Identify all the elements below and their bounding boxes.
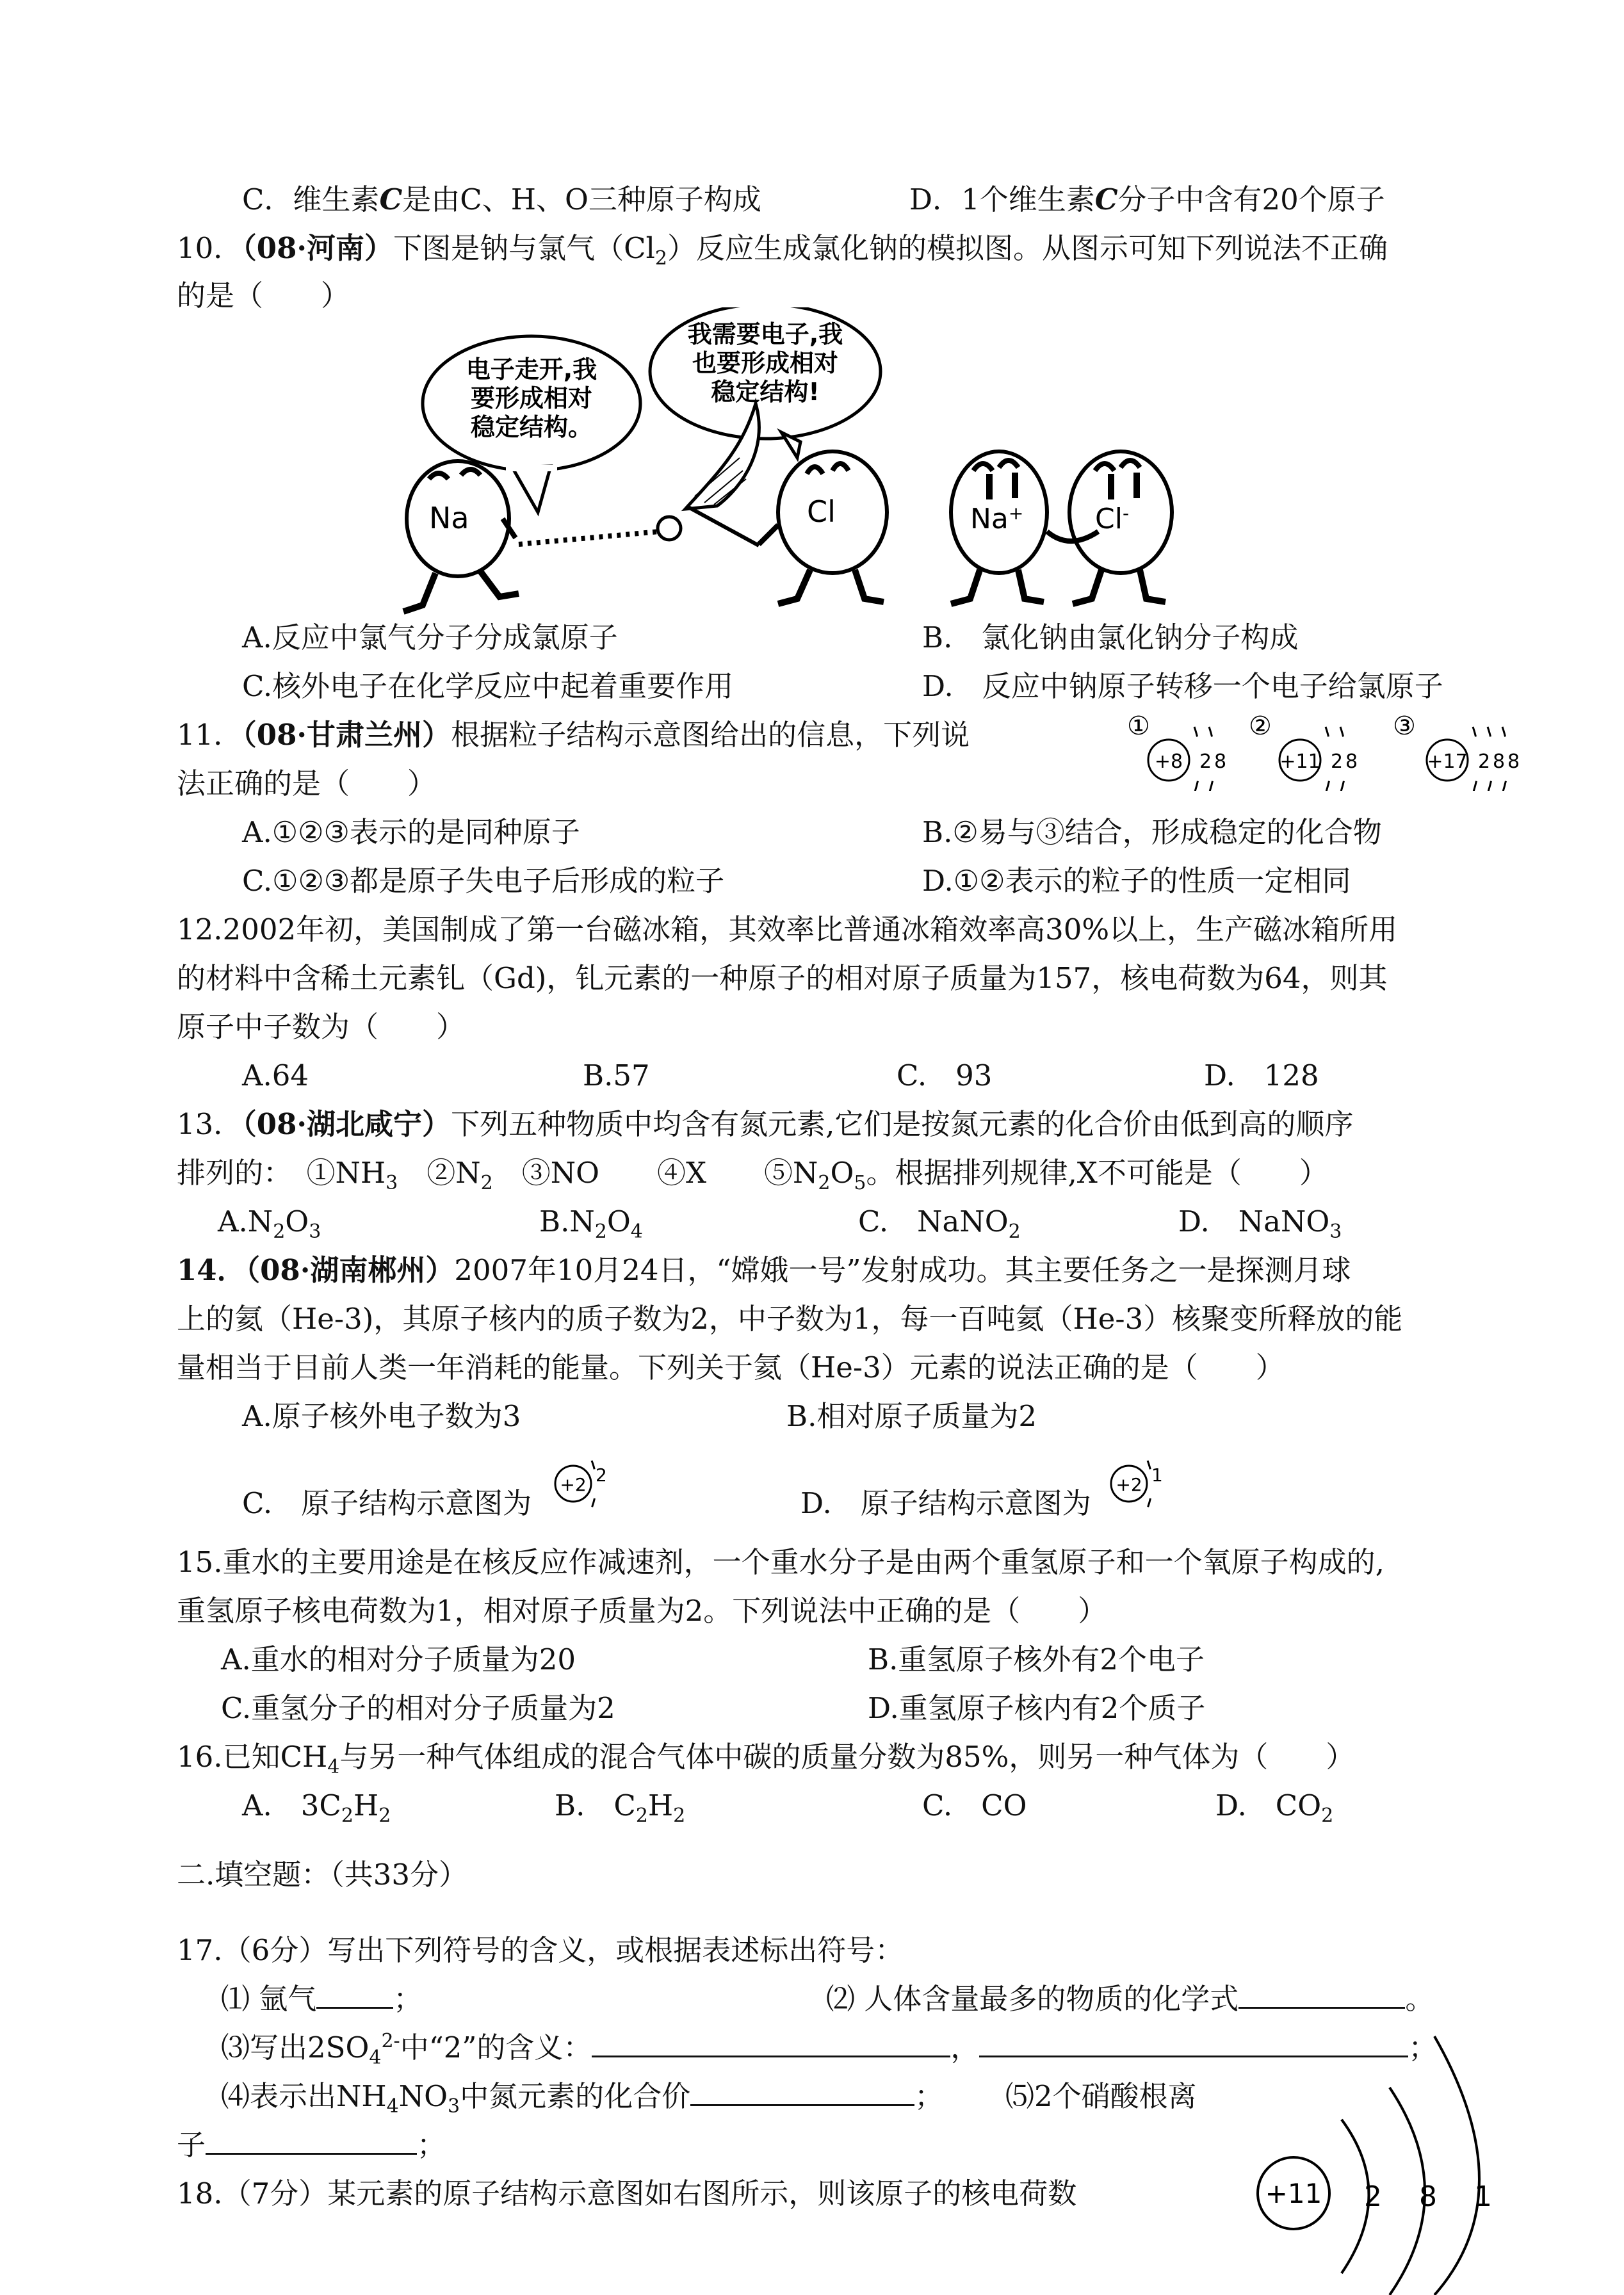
svg-text:Cl: Cl <box>807 494 836 529</box>
svg-text:+2: +2 <box>560 1474 587 1495</box>
q16-option-c: C. CO <box>922 1788 1027 1822</box>
svg-text:①: ① <box>1127 711 1150 741</box>
q11-stem: 11．（08·甘肃兰州）根据粒子结构示意图给出的信息，下列说 <box>177 718 970 752</box>
q13-stem-2: 排列的： $①NH_3$ $②N_2$ ③NO ④X $⑤N_2O_5$。根据排列规律,X不可能是（ ） <box>177 1156 1328 1194</box>
q11-option-a: A.①②③表示的是同种原子 <box>242 815 580 849</box>
q12-stem-3: 原子中子数为（ ） <box>177 1010 466 1044</box>
q11-stem-2: 法正确的是（ ） <box>177 766 437 800</box>
q14-option-d: D. 原子结构示意图为 <box>800 1486 1091 1520</box>
particle-diagram-3 <box>1393 711 1520 791</box>
q16-option-b: B. $C_2H_2$ <box>555 1788 686 1827</box>
svg-text:2: 2 <box>596 1464 607 1486</box>
chlorine-atom-character <box>759 451 887 604</box>
q16-option-a: A. $3C_2H_2$ <box>242 1788 391 1827</box>
sodium-ion-character <box>951 451 1047 604</box>
section-heading: 二.填空题：（共33分） <box>177 1858 468 1892</box>
q11-option-c: C.①②③都是原子失电子后形成的粒子 <box>242 864 725 898</box>
bubble1-line2: 要形成相对 <box>470 384 593 412</box>
bubble2-line3: 稳定结构! <box>711 378 820 406</box>
q16-stem: 16.已知$CH_4$与另一种气体组成的混合气体中碳的质量分数为85%，则另一种气体为（ ） <box>177 1740 1355 1778</box>
q12-option-d: D. 128 <box>1204 1058 1319 1092</box>
q14-option-a: A.原子核外电子数为3 <box>242 1399 521 1433</box>
svg-text:Na+: Na+ <box>970 503 1024 535</box>
svg-text:+2: +2 <box>1116 1474 1142 1495</box>
q15-option-b: B.重氢原子核外有2个电子 <box>868 1642 1205 1676</box>
answer-blank-5[interactable] <box>206 2127 417 2155</box>
svg-text:2: 2 <box>1331 750 1344 773</box>
q10-option-c: C.核外电子在化学反应中起着重要作用 <box>242 669 734 703</box>
particle-diagram-2 <box>1249 711 1358 791</box>
q17-part-1: ⑴ 氩气 ； <box>221 1982 423 2016</box>
bubble1-line3: 稳定结构。 <box>470 413 593 441</box>
q17-part-3: ⑶写出$2SO_4^{2-}$中“2”的含义： ， ； <box>221 2030 1438 2069</box>
svg-text:Na: Na <box>429 501 469 535</box>
q9-option-d: D．1个维生素C分子中含有20个原子 <box>909 182 1385 216</box>
q13-option-d: D. NaNO$_3$ <box>1178 1204 1342 1243</box>
q15-option-a: A.重水的相对分子质量为20 <box>221 1642 576 1676</box>
q11-option-b: B.②易与③结合，形成稳定的化合物 <box>922 815 1382 849</box>
svg-text:+11: +11 <box>1279 750 1320 773</box>
q12-stem-2: 的材料中含稀土元素钆（Gd)，钆元素的一种原子的相对原子质量为157，核电荷数为64，则其 <box>177 961 1388 995</box>
q14-stem-1: 14．（08·湖南郴州）2007年10月24日，“嫦娥一号”发射成功。其主要任务之一是探测月球 <box>177 1253 1351 1287</box>
q10-option-a: A.反应中氯气分子分成氯原子 <box>242 620 618 654</box>
q14-option-c: C. 原子结构示意图为 <box>242 1486 532 1520</box>
chloride-ion-character <box>1047 451 1172 604</box>
q15-stem-1: 15.重水的主要用途是在核反应作减速剂，一个重水分子是由两个重氢原子和一个氧原子构成的, <box>177 1545 1384 1579</box>
sodium-chlorine-cartoon <box>384 307 1217 615</box>
svg-text:②: ② <box>1249 711 1272 741</box>
q15-option-d: D.重氢原子核内有2个质子 <box>868 1691 1206 1725</box>
q10-option-b: B. 氯化钠由氯化钠分子构成 <box>922 620 1299 654</box>
svg-text:1: 1 <box>1474 2180 1492 2213</box>
answer-blank-4[interactable] <box>690 2079 914 2106</box>
svg-text:2: 2 <box>1364 2180 1382 2213</box>
q11-option-d: D.①②表示的粒子的性质一定相同 <box>922 864 1351 898</box>
svg-text:8: 8 <box>1419 2180 1437 2213</box>
q13-option-c: C. NaNO$_2$ <box>858 1204 1021 1243</box>
q17-part-5-cont: 子 ； <box>177 2128 446 2162</box>
q10-stem-2: 的是（ ） <box>177 279 350 312</box>
q17-stem: 17.（6分）写出下列符号的含义，或根据表述标出符号： <box>177 1933 904 1967</box>
q15-stem-2: 重氢原子核电荷数为1，相对原子质量为2。下列说法中正确的是（ ） <box>177 1594 1107 1628</box>
q12-stem-1: 12.2002年初，美国制成了第一台磁冰箱，其效率比普通冰箱效率高30%以上，生产磁冰箱所用 <box>177 912 1398 946</box>
svg-text:③: ③ <box>1393 711 1416 741</box>
q12-option-a: A.64 <box>242 1058 309 1092</box>
q12-option-c: C. 93 <box>897 1058 993 1092</box>
bubble1-line1: 电子走开,我 <box>466 355 597 384</box>
svg-text:8: 8 <box>1214 750 1227 773</box>
q15-option-c: C.重氢分子的相对分子质量为2 <box>221 1691 615 1725</box>
svg-text:2: 2 <box>1199 750 1212 773</box>
q13-option-b: $B.N_2O_4$ <box>539 1204 643 1243</box>
q17-part-5: ⑸2个硝酸根离 <box>1005 2079 1197 2113</box>
answer-blank-2[interactable] <box>1238 1981 1405 2009</box>
q10-option-d: D. 反应中钠原子转移一个电子给氯原子 <box>922 669 1443 703</box>
particle-diagrams <box>1121 708 1582 791</box>
electron-trail <box>519 517 681 544</box>
q12-option-b: B.57 <box>583 1058 650 1092</box>
svg-text:1: 1 <box>1151 1464 1163 1486</box>
q10-stem: 10．（08·河南）下图是钠与氯气$(Cl_2)$反应生成氯化钠的模拟图。从图示可知下列说法不正确 <box>177 231 1388 270</box>
bubble2-line2: 也要形成相对 <box>692 349 839 377</box>
sodium-atom-character <box>403 461 519 612</box>
svg-text:8: 8 <box>1493 750 1506 773</box>
svg-text:8: 8 <box>1345 750 1358 773</box>
q13-option-a: $A.N_2O_3$ <box>218 1204 321 1243</box>
svg-text:Cl-: Cl- <box>1095 503 1130 535</box>
svg-text:2: 2 <box>1478 750 1491 773</box>
q14-stem-2: 上的氦（He-3)，其原子核内的质子数为2，中子数为1，每一百吨氦（He-3）核聚变所释放的能 <box>177 1302 1403 1336</box>
q9-option-c: C．维生素C是由C、H、O三种原子构成 <box>242 182 761 216</box>
q18-atom-diagram <box>1242 2017 1524 2295</box>
q13-stem-1: 13．（08·湖北咸宁）下列五种物质中均含有氮元素,它们是按氮元素的化合价由低到高的顺序 <box>177 1107 1354 1141</box>
svg-text:8: 8 <box>1507 750 1520 773</box>
answer-blank-3a[interactable] <box>592 2030 950 2057</box>
q14-stem-3: 量相当于目前人类一年消耗的能量。下列关于氦（He-3）元素的说法正确的是（ ） <box>177 1350 1285 1384</box>
q16-option-d: D. $CO_2$ <box>1215 1788 1334 1827</box>
speech-bubble-2 <box>650 307 881 458</box>
answer-blank-1[interactable] <box>316 1981 393 2009</box>
q17-part-4: ⑷表示出$NH_4NO_3$中氮元素的化合价 ； <box>221 2079 944 2118</box>
q17-part-2: ⑵ 人体含量最多的物质的化学式 。 <box>826 1982 1434 2016</box>
svg-text:+8: +8 <box>1154 750 1183 773</box>
q14-d-atom-diagram <box>1108 1457 1165 1514</box>
svg-text:+17: +17 <box>1427 750 1468 773</box>
q14-option-b: B.相对原子质量为2 <box>786 1399 1037 1433</box>
particle-diagram-1 <box>1127 711 1226 791</box>
q18-stem: 18.（7分）某元素的原子结构示意图如右图所示，则该原子的核电荷数 <box>177 2177 1077 2210</box>
bubble2-line1: 我需要电子,我 <box>687 320 843 348</box>
svg-text:+11: +11 <box>1265 2178 1322 2209</box>
q14-c-atom-diagram <box>552 1457 610 1514</box>
